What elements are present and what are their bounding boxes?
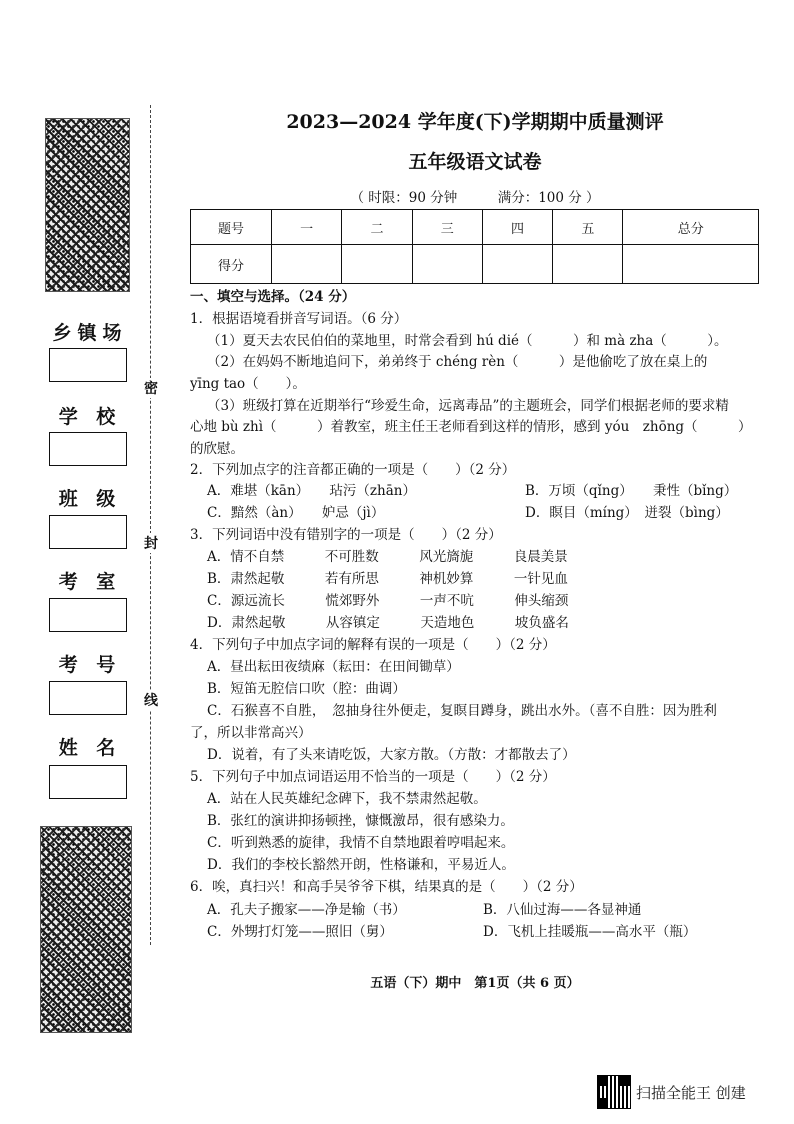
score-table — [190, 209, 759, 284]
question-4: 4．下列句子中加点字词的解释有误的一项是（ ）（2 分） — [190, 637, 556, 653]
binding-line — [150, 105, 151, 945]
section-heading: 一、填空与选择。（24 分） — [190, 289, 356, 305]
binding-char-seal: 密 — [143, 378, 159, 398]
score-cell-5[interactable] — [553, 245, 623, 284]
label-school: 学 校 — [58, 406, 122, 428]
security-pattern-top — [45, 118, 130, 292]
header-part-3: 三 — [412, 210, 482, 245]
scanner-watermark: 扫描全能王 创建 — [636, 1084, 746, 1102]
option-5A: A．站在人民英雄纪念碑下，我不禁肃然起敬。 — [207, 791, 487, 807]
security-pattern-bottom — [40, 826, 132, 1033]
option-4D: D．说着，有了头来请吃饭，大家方散。（方散：才都散去了） — [207, 747, 576, 763]
option-2A: A．难堪（kān） 玷污（zhān） — [207, 483, 416, 499]
option-6C: C．外甥打灯笼——照旧（舅） — [207, 924, 393, 940]
question-1-1: （1）夏天去农民伯伯的菜地里，时常会看到 hú dié（ ）和 mà zha（ ）。 — [207, 333, 728, 349]
score-cell-1[interactable] — [272, 245, 342, 284]
option-2C: C．黯然（àn） 妒忌（jì） — [207, 505, 385, 521]
option-3A: A．情不自禁 不可胜数 风光旖旎 良晨美景 — [207, 549, 568, 565]
label-town: 乡镇场 — [52, 322, 128, 344]
question-3: 3．下列词语中没有错别字的一项是（ ）（2 分） — [190, 527, 502, 543]
option-5D: D．我们的李校长豁然开朗，性格谦和，平易近人。 — [207, 857, 515, 873]
row-score-label: 得分 — [191, 245, 272, 284]
question-2: 2．下列加点字的注音都正确的一项是（ ）（2 分） — [190, 462, 516, 478]
option-3C: C．源远流长 慌郊野外 一声不吭 伸头缩颈 — [207, 593, 569, 609]
label-class: 班 级 — [58, 488, 122, 510]
question-1-3-cont: 心地 bù zhì（ ）着教室，班主任王老师看到这样的情形，感到 yóu zhōng（ ） — [190, 419, 752, 435]
question-1-3: （3）班级打算在近期举行“珍爱生命，远离毒品”的主题班会，同学们根据老师的要求精 — [207, 398, 729, 414]
name-field[interactable] — [49, 765, 127, 799]
score-cell-4[interactable] — [482, 245, 552, 284]
school-field[interactable] — [49, 432, 127, 466]
score-cell-2[interactable] — [342, 245, 412, 284]
option-3D: D．肃然起敬 从容镇定 天造地色 坡负盛名 — [207, 615, 569, 631]
option-4A: A．昼出耘田夜绩麻（耘田：在田间锄草） — [207, 659, 460, 675]
exam-subtitle: 五年级语文试卷 — [408, 151, 542, 173]
option-5B: B．张红的演讲抑扬顿挫，慷慨激昂，很有感染力。 — [207, 813, 514, 829]
exam-meta: （ 时限：90 分钟 满分：100 分 ） — [350, 190, 600, 206]
option-6A: A．孔夫子搬家——净是输（书） — [207, 902, 406, 918]
label-exam-number: 考 号 — [58, 654, 122, 676]
label-name: 姓 名 — [58, 737, 122, 759]
question-1-2-cont: yīng tao（ ）。 — [190, 376, 306, 392]
option-6D: D．飞机上挂暖瓶——高水平（瓶） — [483, 924, 697, 940]
option-2D: D．瞑目（míng） 迸裂（bìng） — [525, 505, 729, 521]
option-3B: B．肃然起敬 若有所思 神机妙算 一针见血 — [207, 571, 568, 587]
label-room: 考 室 — [58, 571, 122, 593]
header-part-1: 一 — [272, 210, 342, 245]
binding-char-fold: 封 — [143, 533, 159, 553]
question-1: 1．根据语境看拼音写词语。（6 分） — [190, 311, 408, 327]
option-4B: B．短笛无腔信口吹（腔：曲调） — [207, 681, 406, 697]
question-5: 5．下列句子中加点词语运用不恰当的一项是（ ）（2 分） — [190, 769, 556, 785]
header-question-no: 题号 — [191, 210, 272, 245]
option-4C-cont: 了，所以非常高兴） — [190, 725, 312, 741]
exam-title: 2023—2024 学年度(下)学期期中质量测评 — [286, 111, 664, 133]
option-2B: B．万顷（qǐng） 秉性（bǐng） — [525, 483, 738, 499]
header-part-2: 二 — [342, 210, 412, 245]
score-cell-3[interactable] — [412, 245, 482, 284]
exam-number-field[interactable] — [49, 681, 127, 715]
header-part-4: 四 — [482, 210, 552, 245]
question-6: 6．唉，真扫兴！和高手吴爷爷下棋，结果真的是（ ）（2 分） — [190, 879, 583, 895]
room-field[interactable] — [49, 598, 127, 632]
binding-char-line: 线 — [143, 690, 159, 710]
score-cell-total[interactable] — [623, 245, 759, 284]
option-5C: C．听到熟悉的旋律，我情不自禁地跟着哼唱起来。 — [207, 835, 515, 851]
class-field[interactable] — [49, 515, 127, 549]
question-1-2: （2）在妈妈不断地追问下，弟弟终于 chéng rèn（ ）是他偷吃了放在桌上的 — [207, 354, 708, 370]
option-4C: C．石猴喜不自胜， 忽抽身往外便走，复瞑目蹲身，跳出水外。（喜不自胜：因为胜利 — [207, 703, 717, 719]
town-field[interactable] — [49, 348, 127, 382]
header-part-5: 五 — [553, 210, 623, 245]
page-footer: 五语（下）期中 第1页（共 6 页） — [370, 976, 580, 991]
question-1-3-end: 的欣慰。 — [190, 441, 244, 457]
qr-code-icon — [597, 1075, 631, 1109]
header-total: 总分 — [623, 210, 759, 245]
option-6B: B．八仙过海——各显神通 — [483, 902, 642, 918]
